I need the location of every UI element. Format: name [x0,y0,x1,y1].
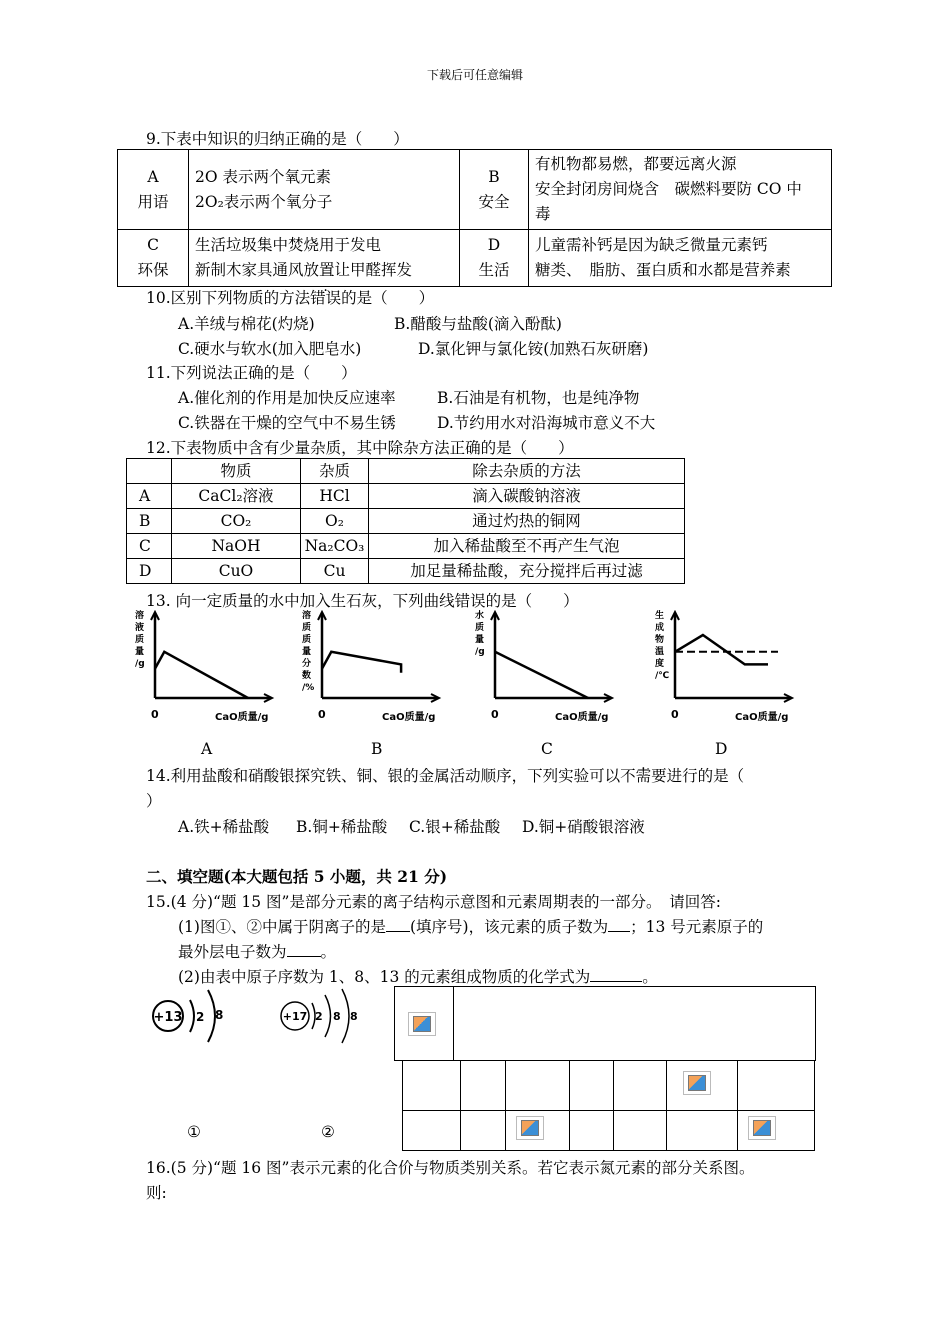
q12-cell: 加入稀盐酸至不再产生气泡 [369,534,685,559]
q9-a-label: A 用语 [118,150,189,230]
q12-cell: 通过灼热的铜网 [369,509,685,534]
y-axis-label-char: 量 [302,647,312,657]
q12-cell: O₂ [301,509,369,534]
ion2-shell-1: 2 [315,1010,323,1023]
periodic-table-fragment [394,986,816,1152]
x-axis-label: CaO质量/g [382,712,436,723]
origin-label: 0 [318,708,326,721]
pt-row1-gap [453,986,816,1061]
ion-1-number: ① [187,1123,201,1141]
page-header: 下载后可任意编辑 [426,68,523,82]
y-axis-label-char: 质 [475,623,485,633]
q16-line2: 则: [146,1184,167,1202]
q13-stem: 13. 向一定质量的水中加入生石灰，下列曲线错误的是（ ） [146,592,579,610]
y-axis-label-char: 溶 [135,611,145,621]
q14-option-c: C.银+稀盐酸 [409,818,501,836]
q16-line1: 16.(5 分)“题 16 图”表示元素的化合价与物质类别关系。若它表示氮元素的部分关系图。 [146,1159,755,1177]
q13-chart-D [655,610,792,723]
y-axis-label-char: 液 [135,623,145,633]
q11-option-b: B.石油是有机物，也是纯净物 [437,389,640,407]
section-2-title: 二、填空题(本大题包括 5 小题，共 21 分) [146,867,448,886]
y-axis-label-char: 质 [135,635,145,645]
q12-cell: Na₂CO₃ [301,534,369,559]
pt-cell-row1 [394,986,454,1061]
ion1-shell-2: 8 [215,1008,224,1022]
q9-d-label: D 生活 [460,230,529,287]
q9-stem: 9.下表中知识的归纳正确的是（ ） [146,130,409,148]
series-line [322,652,401,673]
y-axis-label-char: 量 [475,635,485,645]
q12-cell: CO₂ [172,509,301,534]
ion-diagram-2 [281,989,358,1043]
x-axis-label: CaO质量/g [215,712,269,723]
q12-cell: CuO [172,559,301,584]
q11-stem: 11.下列说法正确的是（ ） [146,364,357,382]
ion2-shell-2: 8 [333,1010,341,1023]
y-axis-label-char: 质 [302,623,312,633]
y-axis-label-char: 生 [655,611,665,621]
q12-header-substance: 物质 [172,459,301,484]
y-axis-label-char: 水 [475,611,485,621]
q10-option-d: D.氯化钾与氯化铵(加熟石灰研磨) [418,340,649,358]
pt-grid [402,1060,815,1151]
ion2-shell-3: 8 [350,1010,358,1023]
q12-cell: 加足量稀盐酸，充分搅拌后再过滤 [369,559,685,584]
q15-part2: (2)由表中原子序数为 1、8、13 的元素组成物质的化学式为 。 [178,968,658,986]
y-axis-label-char: /% [302,683,315,693]
y-axis-label-char: 数 [302,671,312,681]
q12-header-impurity: 杂质 [301,459,369,484]
q15-stem: 15.(4 分)“题 15 图”是部分元素的离子结构示意图和元素周期表的一部分。 请回答: [146,893,721,911]
q9-d-content: 儿童需补钙是因为缺乏微量元素钙 糖类、 脂肪、蛋白质和水都是营养素 [529,230,832,287]
q14-stem-end: ） [146,792,162,810]
ion2-nucleus: +17 [282,1010,308,1023]
x-axis-label: CaO质量/g [735,712,789,723]
ion1-shell-1: 2 [196,1010,205,1024]
q13-chart-B [301,610,439,723]
q13-label-a: A [201,740,213,758]
y-axis-label-char: 质 [302,635,312,645]
q11-option-c: C.铁器在干燥的空气中不易生锈 [178,414,396,432]
broken-image-icon [408,1012,436,1036]
q12-cell: 滴入碳酸钠溶液 [369,484,685,509]
q13-charts [130,610,810,735]
q15-part1: (1)图①、②中属于阴离子的是 (填序号)，该元素的质子数为 ；13 号元素原子的 [178,918,764,936]
q12-row-label: D [127,559,172,584]
x-axis-label: CaO质量/g [555,712,609,723]
pt-cell-r3c3 [506,1110,570,1150]
series-line [155,652,248,698]
q12-row-label: B [127,509,172,534]
broken-image-icon [748,1116,776,1140]
y-axis-label-char: 成 [655,623,665,633]
q9-c-content: 生活垃圾集中焚烧用于发电 新制木家具通风放置让甲醛挥发 [189,230,460,287]
ion1-nucleus: +13 [153,1010,183,1025]
ion-2-number: ② [321,1123,335,1141]
q9-b-label: B 安全 [460,150,529,230]
q11-option-d: D.节约用水对沿海城市意义不大 [437,414,656,432]
origin-label: 0 [671,708,679,721]
q10-stem: 10.区别下列物质的方法错误的是（ ） [146,289,435,307]
ion-structure-diagrams [140,985,380,1050]
y-axis-label-char: 物 [655,635,665,645]
q12-cell: HCl [301,484,369,509]
q12-cell: NaOH [172,534,301,559]
pt-cell-r3c7 [738,1110,815,1150]
q13-chart-C [475,610,612,723]
y-axis-label-char: 量 [135,647,145,657]
series-line [675,635,768,664]
q15-part1-cont: 最外层电子数为 。 [178,943,337,961]
series-line [495,652,588,698]
q12-row-label: A [127,484,172,509]
broken-image-icon [683,1071,711,1095]
q14-stem: 14.利用盐酸和硝酸银探究铁、铜、银的金属活动顺序，下列实验可以不需要进行的是（ [146,767,745,785]
q12-stem: 12.下表物质中含有少量杂质，其中除杂方法正确的是（ ） [146,439,574,457]
q14-option-d: D.铜+硝酸银溶液 [522,818,645,836]
y-axis-label-char: /℃ [655,671,670,681]
y-axis-label-char: /g [475,647,485,657]
q9-table [117,149,832,287]
q13-label-b: B [371,740,383,758]
y-axis-label-char: 分 [302,659,312,669]
q11-option-a: A.催化剂的作用是加快反应速率 [178,389,396,407]
q9-a-content: 2O 表示两个氧元素 2O₂表示两个氧分子 [189,150,460,230]
q12-row-label: C [127,534,172,559]
q12-cell: Cu [301,559,369,584]
broken-image-icon [516,1116,544,1140]
q10-option-a: A.羊绒与棉花(灼烧) [178,315,315,333]
q9-b-content: 有机物都易燃，都要远离火源 安全封闭房间烧含 碳燃料要防 CO 中 毒 [529,150,832,230]
q12-header-method: 除去杂质的方法 [369,459,685,484]
ion-diagram-1 [153,990,223,1042]
q14-option-b: B.铜+稀盐酸 [296,818,388,836]
q13-label-c: C [541,740,553,758]
y-axis-label-char: /g [135,659,145,669]
y-axis-label-char: 溶 [302,611,312,621]
q10-option-b: B.醋酸与盐酸(滴入酚酞) [394,315,562,333]
origin-label: 0 [491,708,499,721]
q14-option-a: A.铁+稀盐酸 [178,818,270,836]
origin-label: 0 [151,708,159,721]
y-axis-label-char: 度 [655,659,665,669]
q12-header-blank [127,459,172,484]
q10-option-c: C.硬水与软水(加入肥皂水) [178,340,362,358]
pt-cell-r2c6 [667,1060,738,1110]
q9-c-label: C 环保 [118,230,189,287]
q12-table [126,458,685,584]
q12-cell: CaCl₂溶液 [172,484,301,509]
y-axis-label-char: 温 [655,647,665,657]
q13-chart-A [135,610,272,723]
q13-label-d: D [715,740,728,758]
